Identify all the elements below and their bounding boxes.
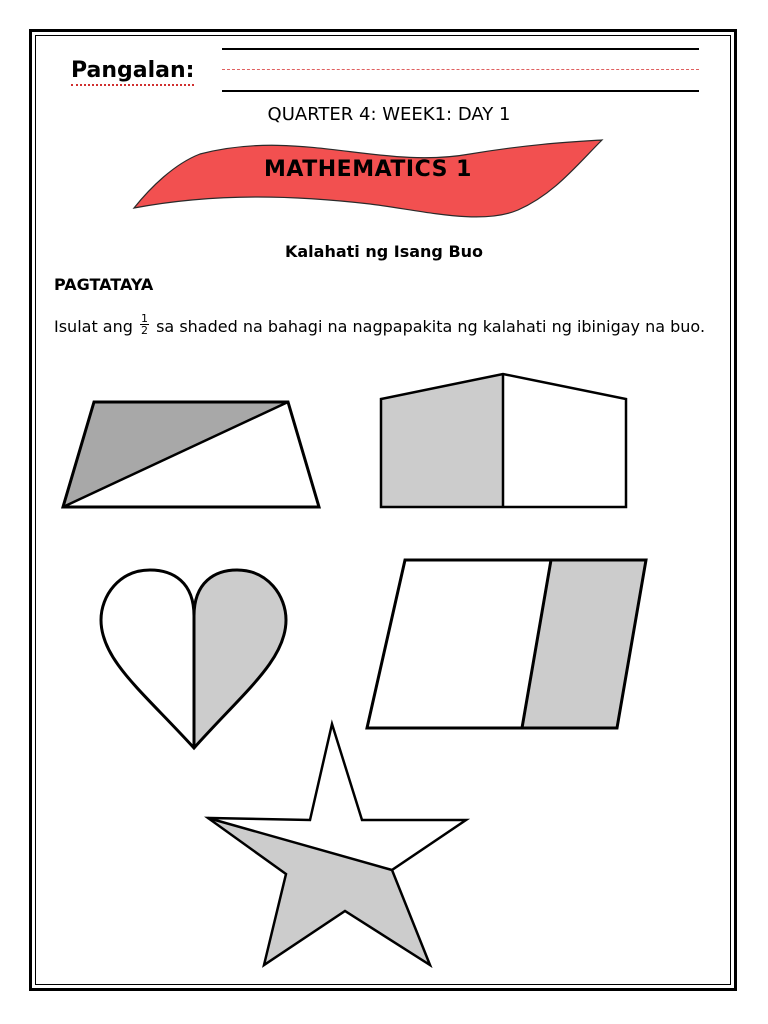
name-label: Pangalan: [71, 58, 194, 83]
pentagon-house-shape[interactable] [381, 374, 626, 507]
fraction-denominator: 2 [141, 324, 148, 337]
parallelogram-shape[interactable] [367, 560, 646, 728]
star-outline [208, 724, 466, 965]
trapezoid-shape[interactable] [63, 402, 319, 507]
pentagon-shaded-half [381, 374, 503, 507]
star-shape[interactable] [208, 724, 466, 965]
instruction-before: Isulat ang [54, 317, 133, 336]
heart-shape[interactable] [101, 570, 286, 748]
quarter-heading: QUARTER 4: WEEK1: DAY 1 [267, 104, 511, 125]
instruction-after: sa shaded na bahagi na nagpapakita ng kalahati ng ibinigay na buo. [156, 317, 706, 336]
lesson-title: Kalahati ng Isang Buo [284, 242, 484, 261]
subject-title: MATHEMATICS 1 [264, 157, 472, 182]
fraction-numerator: 1 [141, 312, 148, 325]
section-heading: PAGTATAYA [54, 275, 154, 294]
parallelogram-shaded-part [522, 560, 646, 728]
